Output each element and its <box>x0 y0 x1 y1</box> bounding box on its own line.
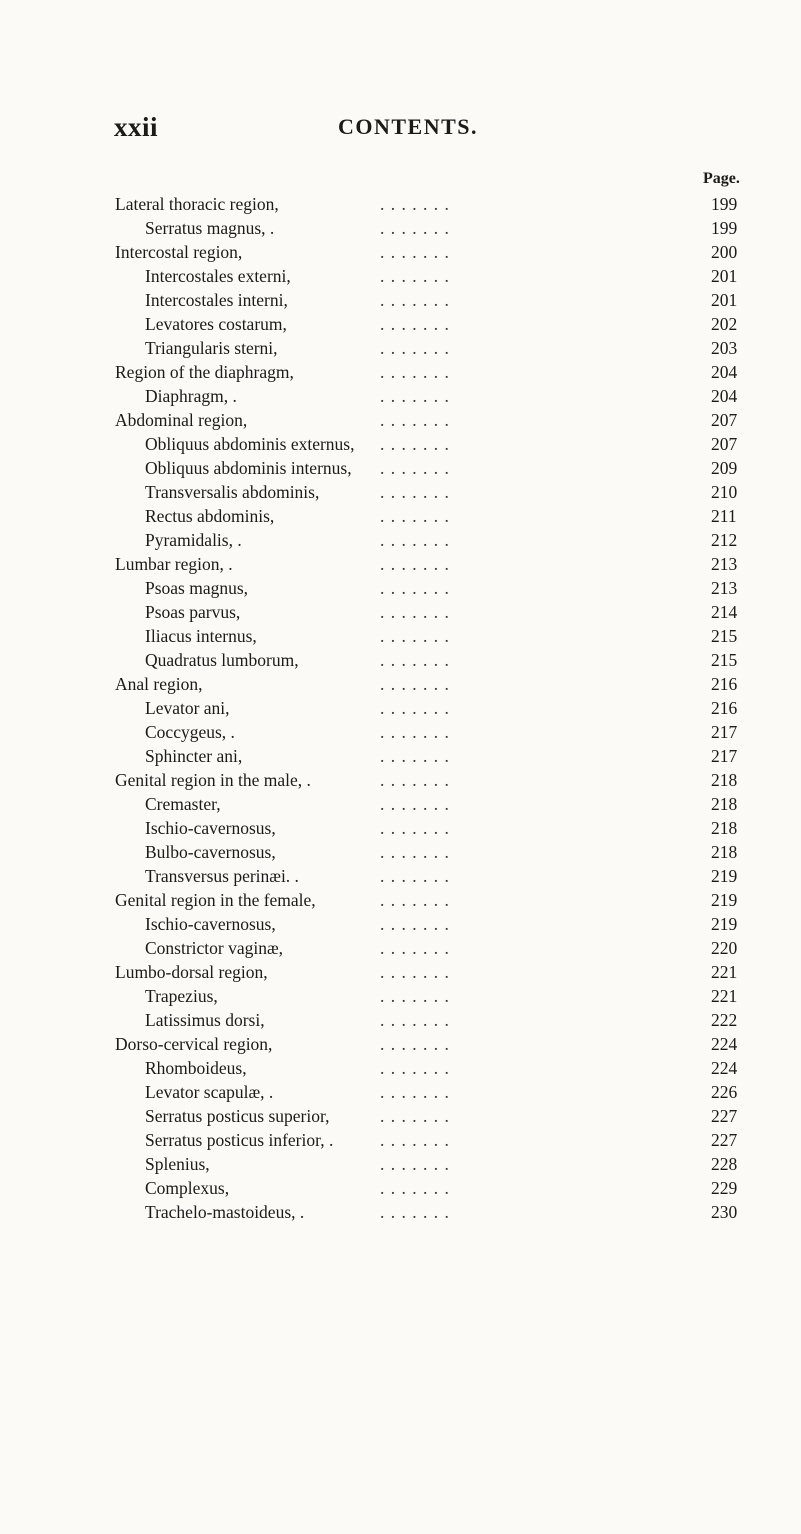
dot-leader: . . . . . . . <box>380 1130 450 1150</box>
contents-entry <box>0 1176 801 1200</box>
dot-leader: . . . . . . . <box>380 386 450 406</box>
contents-list <box>0 192 801 1224</box>
contents-entry <box>0 768 801 792</box>
entry-label: Pyramidalis, . <box>145 530 242 550</box>
contents-entry <box>0 984 801 1008</box>
entry-label: Cremaster, <box>145 794 221 814</box>
entry-label: Splenius, <box>145 1154 210 1174</box>
contents-entry <box>0 528 801 552</box>
entry-label: Genital region in the female, <box>115 890 316 910</box>
entry-label: Levator ani, <box>145 698 230 718</box>
entry-page-number: 199 <box>711 218 738 238</box>
entry-label: Psoas magnus, <box>145 578 249 598</box>
entry-page-number: 214 <box>711 602 738 622</box>
entry-label: Complexus, <box>145 1178 230 1198</box>
entry-page-number: 221 <box>711 962 738 982</box>
entry-page-number: 209 <box>711 458 738 478</box>
entry-page-number: 217 <box>711 722 738 742</box>
contents-entry <box>0 1200 801 1224</box>
entry-label: Triangularis sterni, <box>145 338 278 358</box>
entry-page-number: 227 <box>711 1130 738 1150</box>
contents-entry <box>0 1032 801 1056</box>
contents-entry <box>0 264 801 288</box>
dot-leader: . . . . . . . <box>380 458 450 478</box>
contents-entry <box>0 1080 801 1104</box>
dot-leader: . . . . . . . <box>380 1034 450 1054</box>
dot-leader: . . . . . . . <box>380 1082 450 1102</box>
contents-entry <box>0 744 801 768</box>
dot-leader: . . . . . . . <box>380 746 450 766</box>
entry-page-number: 200 <box>711 242 738 262</box>
entry-label: Psoas parvus, <box>145 602 241 622</box>
entry-label: Ischio-cavernosus, <box>145 818 276 838</box>
dot-leader: . . . . . . . <box>380 1106 450 1126</box>
dot-leader: . . . . . . . <box>380 674 450 694</box>
entry-label: Diaphragm, . <box>145 386 237 406</box>
contents-entry <box>0 792 801 816</box>
dot-leader: . . . . . . . <box>380 818 450 838</box>
contents-entry <box>0 624 801 648</box>
entry-label: Coccygeus, . <box>145 722 235 742</box>
dot-leader: . . . . . . . <box>380 290 450 310</box>
entry-page-number: 207 <box>711 434 738 454</box>
entry-page-number: 220 <box>711 938 738 958</box>
dot-leader: . . . . . . . <box>380 890 450 910</box>
contents-entry <box>0 864 801 888</box>
dot-leader: . . . . . . . <box>380 1058 450 1078</box>
entry-label: Intercostales interni, <box>145 290 288 310</box>
entry-label: Quadratus lumborum, <box>145 650 299 670</box>
dot-leader: . . . . . . . <box>380 914 450 934</box>
entry-label: Ischio-cavernosus, <box>145 914 276 934</box>
entry-page-number: 218 <box>711 842 738 862</box>
entry-page-number: 210 <box>711 482 738 502</box>
dot-leader: . . . . . . . <box>380 602 450 622</box>
entry-label: Anal region, <box>115 674 203 694</box>
entry-page-number: 213 <box>711 578 738 598</box>
entry-label: Region of the diaphragm, <box>115 362 294 382</box>
entry-page-number: 228 <box>711 1154 738 1174</box>
dot-leader: . . . . . . . <box>380 482 450 502</box>
entry-page-number: 207 <box>711 410 738 430</box>
entry-label: Lateral thoracic region, <box>115 194 279 214</box>
contents-entry <box>0 312 801 336</box>
entry-label: Serratus magnus, . <box>145 218 275 238</box>
entry-label: Iliacus internus, <box>145 626 257 646</box>
entry-label: Sphincter ani, <box>145 746 243 766</box>
dot-leader: . . . . . . . <box>380 770 450 790</box>
entry-label: Transversalis abdominis, <box>145 482 320 502</box>
contents-entry <box>0 600 801 624</box>
dot-leader: . . . . . . . <box>380 554 450 574</box>
contents-entry <box>0 1008 801 1032</box>
dot-leader: . . . . . . . <box>380 650 450 670</box>
running-title: CONTENTS. <box>338 114 479 139</box>
entry-label: Transversus perinæi. . <box>145 866 299 886</box>
entry-page-number: 230 <box>711 1202 738 1222</box>
contents-entry <box>0 696 801 720</box>
contents-entry <box>0 840 801 864</box>
contents-entry <box>0 888 801 912</box>
contents-entry <box>0 288 801 312</box>
dot-leader: . . . . . . . <box>380 410 450 430</box>
entry-label: Abdominal region, <box>115 410 248 430</box>
contents-entry <box>0 648 801 672</box>
dot-leader: . . . . . . . <box>380 1178 450 1198</box>
entry-page-number: 216 <box>711 674 738 694</box>
contents-entry <box>0 456 801 480</box>
dot-leader: . . . . . . . <box>380 866 450 886</box>
contents-entry <box>0 384 801 408</box>
dot-leader: . . . . . . . <box>380 1202 450 1222</box>
dot-leader: . . . . . . . <box>380 578 450 598</box>
entry-label: Lumbo-dorsal region, <box>115 962 268 982</box>
dot-leader: . . . . . . . <box>380 1154 450 1174</box>
dot-leader: . . . . . . . <box>380 362 450 382</box>
dot-leader: . . . . . . . <box>380 842 450 862</box>
contents-entry <box>0 672 801 696</box>
entry-page-number: 199 <box>711 194 738 214</box>
dot-leader: . . . . . . . <box>380 794 450 814</box>
entry-page-number: 204 <box>711 362 738 382</box>
dot-leader: . . . . . . . <box>380 1010 450 1030</box>
dot-leader: . . . . . . . <box>380 986 450 1006</box>
contents-entry <box>0 1056 801 1080</box>
entry-page-number: 218 <box>711 818 738 838</box>
entry-label: Bulbo-cavernosus, <box>145 842 276 862</box>
entry-page-number: 224 <box>711 1034 738 1054</box>
contents-entry <box>0 960 801 984</box>
entry-label: Intercostales externi, <box>145 266 291 286</box>
entry-page-number: 201 <box>711 266 738 286</box>
dot-leader: . . . . . . . <box>380 266 450 286</box>
entry-page-number: 219 <box>711 914 738 934</box>
entry-page-number: 226 <box>711 1082 738 1102</box>
entry-label: Intercostal region, <box>115 242 243 262</box>
contents-entry <box>0 216 801 240</box>
entry-page-number: 218 <box>711 794 738 814</box>
entry-page-number: 203 <box>711 338 738 358</box>
entry-page-number: 202 <box>711 314 738 334</box>
entry-page-number: 211 <box>711 506 737 526</box>
entry-page-number: 201 <box>711 290 738 310</box>
entry-page-number: 217 <box>711 746 738 766</box>
contents-entry <box>0 360 801 384</box>
entry-label: Rhomboideus, <box>145 1058 247 1078</box>
contents-entry <box>0 912 801 936</box>
entry-label: Constrictor vaginæ, <box>145 938 284 958</box>
entry-page-number: 227 <box>711 1106 738 1126</box>
contents-entry <box>0 480 801 504</box>
entry-page-number: 216 <box>711 698 738 718</box>
entry-label: Trachelo-mastoideus, . <box>145 1202 305 1222</box>
page-column-label: Page. <box>703 170 740 187</box>
dot-leader: . . . . . . . <box>380 434 450 454</box>
entry-label: Serratus posticus superior, <box>145 1106 330 1126</box>
dot-leader: . . . . . . . <box>380 938 450 958</box>
dot-leader: . . . . . . . <box>380 338 450 358</box>
entry-label: Levator scapulæ, . <box>145 1082 274 1102</box>
entry-page-number: 221 <box>711 986 738 1006</box>
contents-entry <box>0 432 801 456</box>
entry-label: Latissimus dorsi, <box>145 1010 265 1030</box>
entry-page-number: 219 <box>711 890 738 910</box>
contents-entry <box>0 1104 801 1128</box>
dot-leader: . . . . . . . <box>380 722 450 742</box>
page-number: xxii <box>114 112 159 142</box>
entry-page-number: 204 <box>711 386 738 406</box>
contents-entry <box>0 1152 801 1176</box>
entry-label: Levatores costarum, <box>145 314 287 334</box>
contents-entry <box>0 240 801 264</box>
dot-leader: . . . . . . . <box>380 626 450 646</box>
contents-entry <box>0 1128 801 1152</box>
contents-entry <box>0 336 801 360</box>
entry-page-number: 218 <box>711 770 738 790</box>
entry-label: Dorso-cervical region, <box>115 1034 273 1054</box>
contents-entry <box>0 192 801 216</box>
entry-page-number: 219 <box>711 866 738 886</box>
entry-page-number: 215 <box>711 650 738 670</box>
entry-label: Serratus posticus inferior, . <box>145 1130 334 1150</box>
contents-entry <box>0 408 801 432</box>
contents-entry <box>0 720 801 744</box>
contents-entry <box>0 552 801 576</box>
dot-leader: . . . . . . . <box>380 698 450 718</box>
dot-leader: . . . . . . . <box>380 962 450 982</box>
entry-page-number: 229 <box>711 1178 738 1198</box>
dot-leader: . . . . . . . <box>380 314 450 334</box>
entry-label: Lumbar region, . <box>115 554 233 574</box>
contents-entry <box>0 576 801 600</box>
entry-label: Obliquus abdominis externus, <box>145 434 355 454</box>
entry-label: Rectus abdominis, <box>145 506 275 526</box>
dot-leader: . . . . . . . <box>380 242 450 262</box>
entry-label: Genital region in the male, . <box>115 770 311 790</box>
entry-page-number: 212 <box>711 530 738 550</box>
contents-entry <box>0 504 801 528</box>
dot-leader: . . . . . . . <box>380 530 450 550</box>
dot-leader: . . . . . . . <box>380 218 450 238</box>
entry-page-number: 224 <box>711 1058 738 1078</box>
entry-page-number: 222 <box>711 1010 738 1030</box>
entry-label: Trapezius, <box>145 986 218 1006</box>
dot-leader: . . . . . . . <box>380 506 450 526</box>
entry-page-number: 213 <box>711 554 738 574</box>
contents-entry <box>0 816 801 840</box>
contents-entry <box>0 936 801 960</box>
entry-page-number: 215 <box>711 626 738 646</box>
entry-label: Obliquus abdominis internus, <box>145 458 352 478</box>
dot-leader: . . . . . . . <box>380 194 450 214</box>
